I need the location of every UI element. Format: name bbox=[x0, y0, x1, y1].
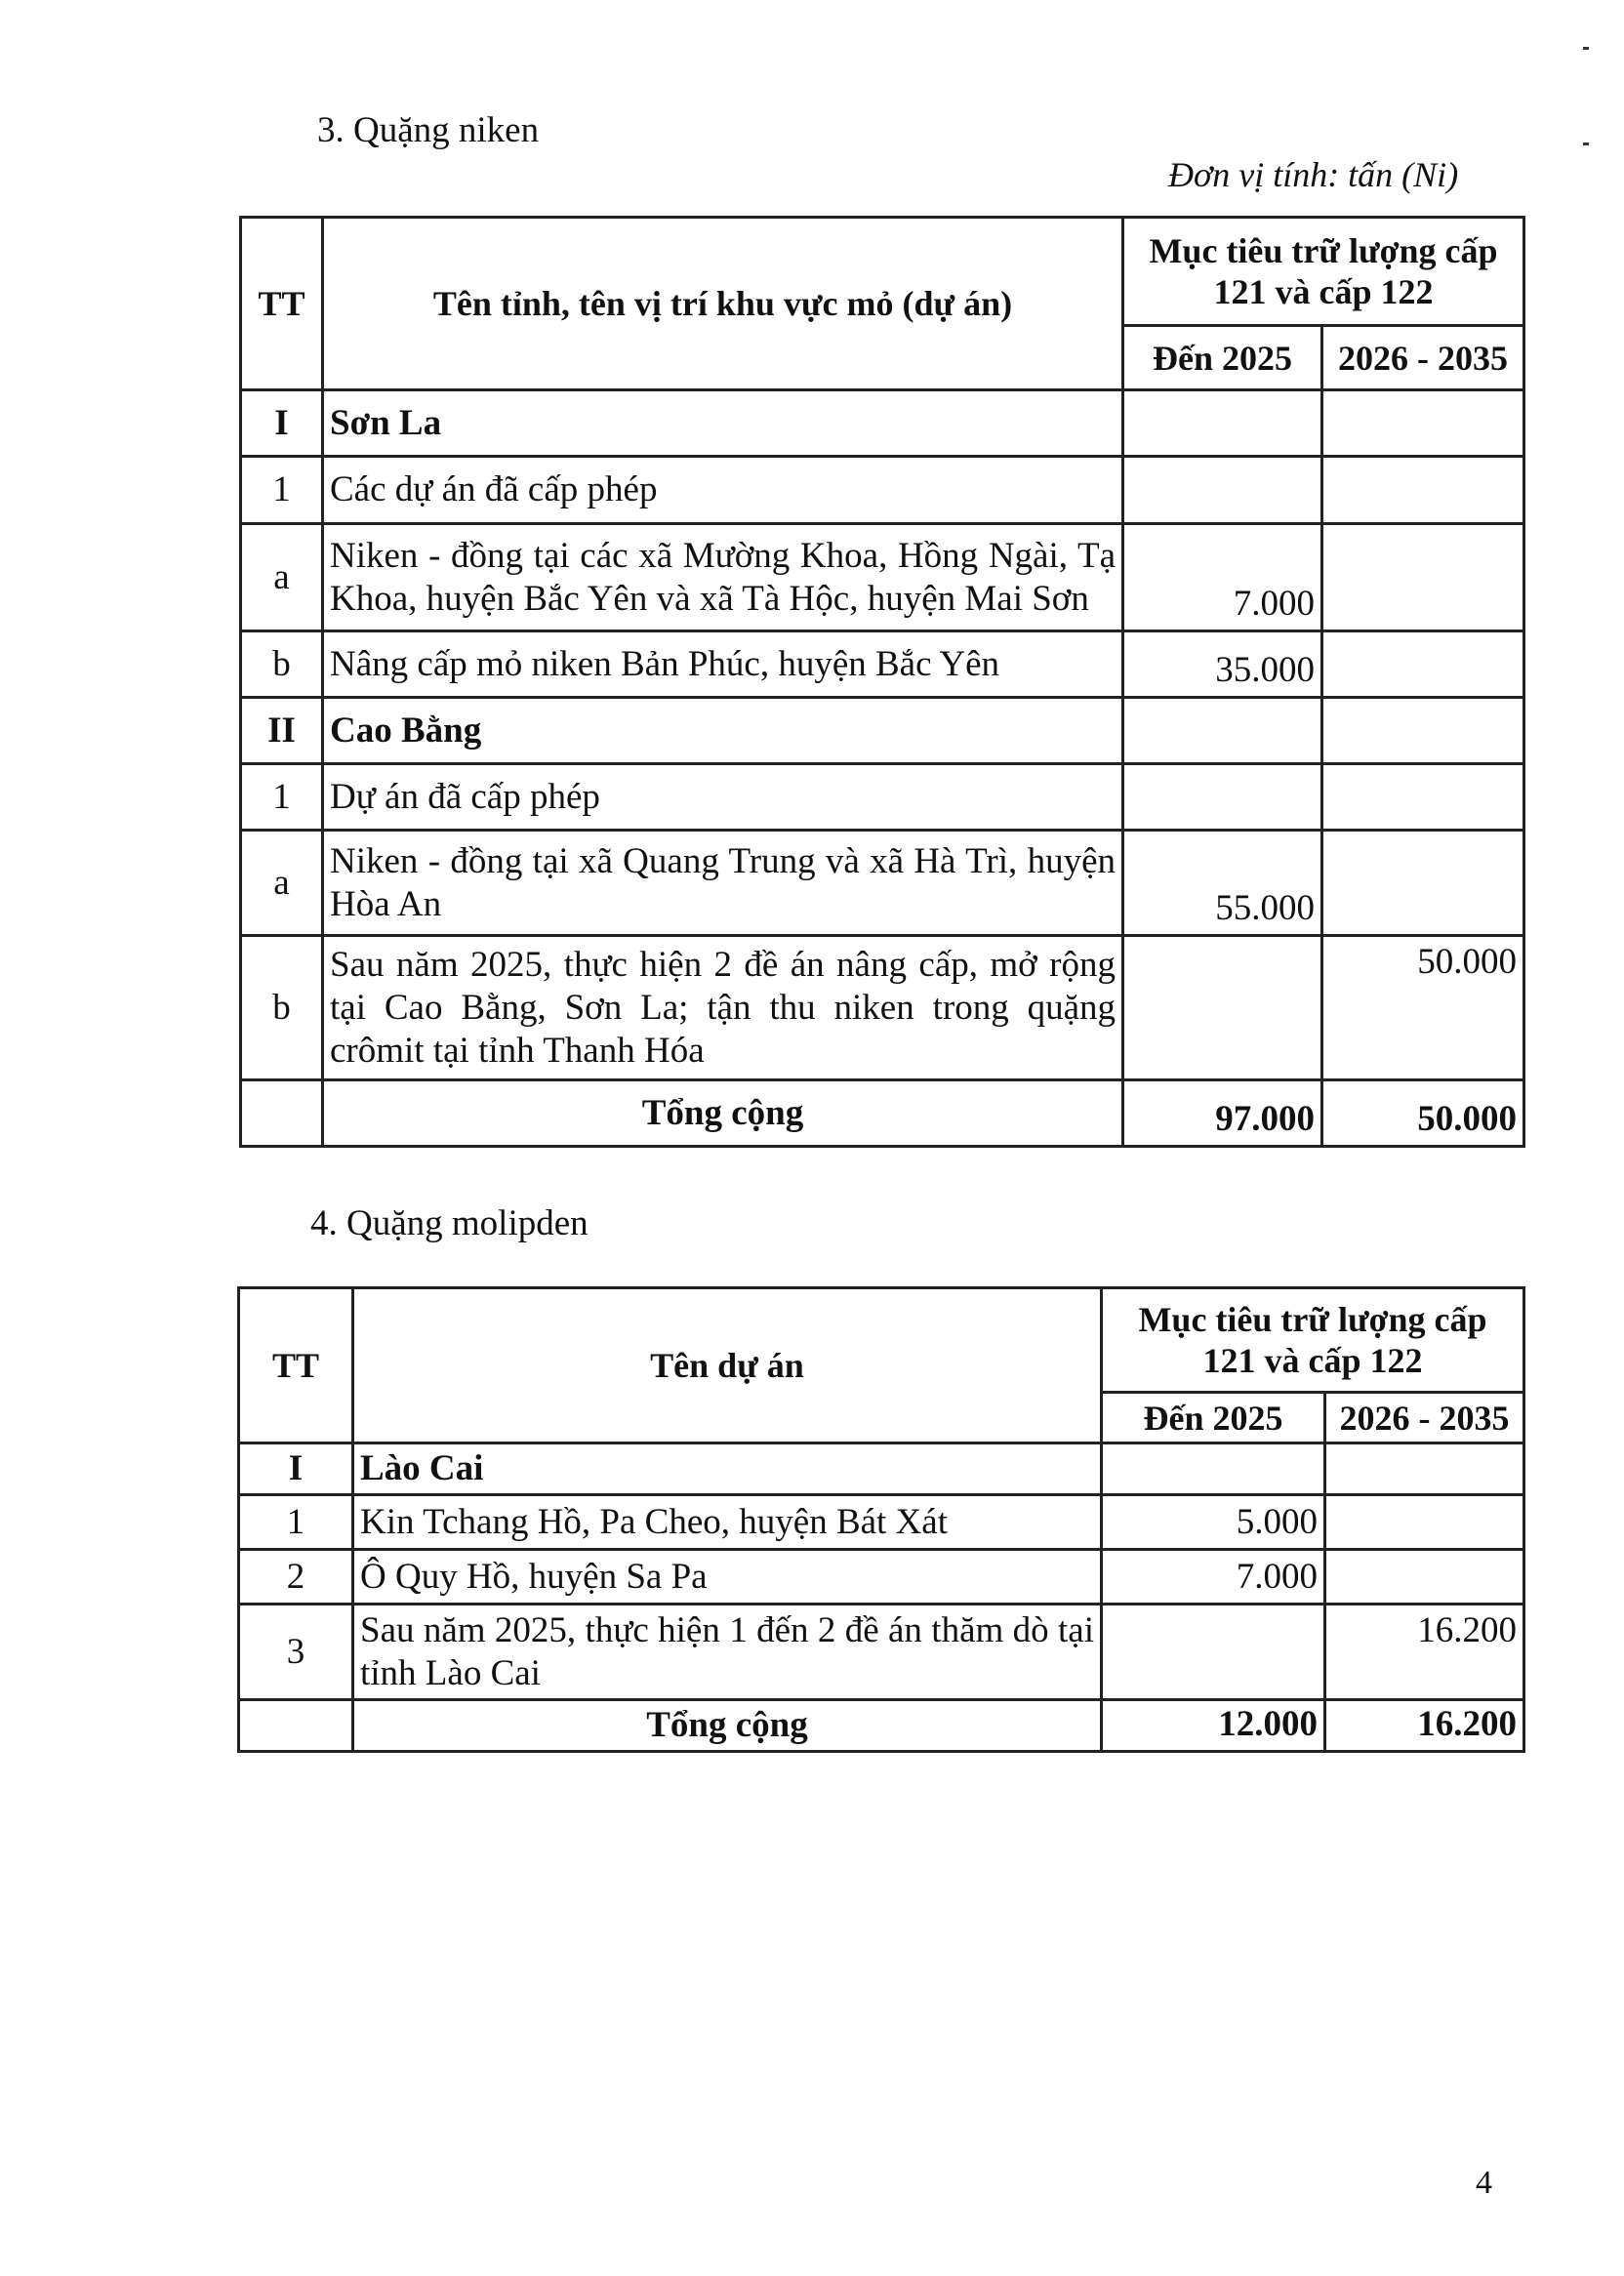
col-header-tt: TT bbox=[241, 218, 323, 390]
col-header-2025: Đến 2025 bbox=[1102, 1393, 1325, 1443]
row-value-2035 bbox=[1322, 390, 1524, 457]
row-value-2035 bbox=[1325, 1550, 1524, 1605]
row-value-2025: 35.000 bbox=[1123, 631, 1322, 698]
col-header-2025: Đến 2025 bbox=[1123, 326, 1322, 390]
row-value-2025: 55.000 bbox=[1123, 831, 1322, 936]
row-name: Sơn La bbox=[323, 390, 1123, 457]
section-3-title: 3. Quặng niken bbox=[317, 110, 540, 150]
table-row bbox=[241, 831, 1524, 936]
row-name: Niken - đồng tại các xã Mường Khoa, Hồng Ngài, Tạ Khoa, huyện Bắc Yên và xã Tà Hộc, huyện Mai Sơn bbox=[323, 524, 1123, 631]
total-row bbox=[241, 1080, 1524, 1147]
row-name: Kin Tchang Hồ, Pa Cheo, huyện Bát Xát bbox=[353, 1495, 1102, 1550]
total-tt bbox=[239, 1700, 353, 1752]
total-tt bbox=[241, 1080, 323, 1147]
row-name: Sau năm 2025, thực hiện 2 đề án nâng cấp, mở rộng tại Cao Bằng, Sơn La; tận thu niken trong quặng crômit tại tỉnh Thanh Hóa bbox=[323, 936, 1123, 1080]
row-tt: 1 bbox=[241, 457, 323, 524]
table-row bbox=[239, 1550, 1524, 1605]
row-value-2025 bbox=[1102, 1605, 1325, 1700]
row-value-2035 bbox=[1325, 1443, 1524, 1495]
row-value-2025 bbox=[1123, 764, 1322, 831]
total-label: Tổng cộng bbox=[323, 1080, 1123, 1147]
row-tt: 1 bbox=[239, 1495, 353, 1550]
total-value-2035: 16.200 bbox=[1325, 1700, 1524, 1752]
table-row bbox=[241, 936, 1524, 1080]
total-row bbox=[239, 1700, 1524, 1752]
table-row bbox=[239, 1495, 1524, 1550]
row-name: Dự án đã cấp phép bbox=[323, 764, 1123, 831]
row-tt: I bbox=[241, 390, 323, 457]
table-row bbox=[241, 390, 1524, 457]
col-header-name: Tên tỉnh, tên vị trí khu vực mỏ (dự án) bbox=[323, 218, 1123, 390]
molybdenum-table bbox=[237, 1286, 1525, 1753]
row-value-2035 bbox=[1322, 698, 1524, 764]
row-value-2025: 7.000 bbox=[1102, 1550, 1325, 1605]
unit-label: Đơn vị tính: tấn (Ni) bbox=[1168, 155, 1459, 194]
table-row bbox=[239, 1605, 1524, 1700]
row-value-2035 bbox=[1322, 831, 1524, 936]
row-name: Niken - đồng tại xã Quang Trung và xã Hà Trì, huyện Hòa An bbox=[323, 831, 1123, 936]
total-value-2035: 50.000 bbox=[1322, 1080, 1524, 1147]
col-header-2035: 2026 - 2035 bbox=[1325, 1393, 1524, 1443]
row-name: Các dự án đã cấp phép bbox=[323, 457, 1123, 524]
row-tt: a bbox=[241, 524, 323, 631]
row-name: Ô Quy Hồ, huyện Sa Pa bbox=[353, 1550, 1102, 1605]
row-tt: a bbox=[241, 831, 323, 936]
col-header-target bbox=[1123, 218, 1524, 326]
target-line-1: Mục tiêu trữ lượng cấp bbox=[1138, 1300, 1487, 1339]
row-value-2025 bbox=[1123, 936, 1322, 1080]
row-name: Cao Bằng bbox=[323, 698, 1123, 764]
row-value-2035 bbox=[1325, 1495, 1524, 1550]
target-line-2: 121 và cấp 122 bbox=[1202, 1341, 1423, 1380]
table-row bbox=[241, 698, 1524, 764]
row-value-2035: 50.000 bbox=[1322, 936, 1524, 1080]
total-value-2025: 97.000 bbox=[1123, 1080, 1322, 1147]
table-header-row bbox=[239, 1288, 1524, 1393]
row-name: Sau năm 2025, thực hiện 1 đến 2 đề án thăm dò tại tỉnh Lào Cai bbox=[353, 1605, 1102, 1700]
col-header-2035: 2026 - 2035 bbox=[1322, 326, 1524, 390]
row-tt: b bbox=[241, 936, 323, 1080]
row-value-2025 bbox=[1123, 390, 1322, 457]
row-tt: b bbox=[241, 631, 323, 698]
row-value-2025: 5.000 bbox=[1102, 1495, 1325, 1550]
table-row bbox=[241, 631, 1524, 698]
row-value-2025 bbox=[1123, 457, 1322, 524]
row-tt: I bbox=[239, 1443, 353, 1495]
scan-mark bbox=[1583, 142, 1589, 145]
row-value-2035 bbox=[1322, 524, 1524, 631]
table-row bbox=[239, 1443, 1524, 1495]
col-header-tt: TT bbox=[239, 1288, 353, 1443]
row-tt: 1 bbox=[241, 764, 323, 831]
col-header-target bbox=[1102, 1288, 1524, 1393]
table-row bbox=[241, 457, 1524, 524]
row-tt: II bbox=[241, 698, 323, 764]
row-value-2035 bbox=[1322, 457, 1524, 524]
row-value-2025: 7.000 bbox=[1123, 524, 1322, 631]
target-line-2: 121 và cấp 122 bbox=[1213, 272, 1434, 311]
row-tt: 2 bbox=[239, 1550, 353, 1605]
row-value-2035 bbox=[1322, 764, 1524, 831]
nickel-table bbox=[239, 216, 1525, 1148]
row-name: Nâng cấp mỏ niken Bản Phúc, huyện Bắc Yên bbox=[323, 631, 1123, 698]
table-header-row bbox=[241, 218, 1524, 326]
row-value-2035: 16.200 bbox=[1325, 1605, 1524, 1700]
scan-mark bbox=[1583, 47, 1589, 50]
total-value-2025: 12.000 bbox=[1102, 1700, 1325, 1752]
total-label: Tổng cộng bbox=[353, 1700, 1102, 1752]
row-tt: 3 bbox=[239, 1605, 353, 1700]
row-value-2025 bbox=[1102, 1443, 1325, 1495]
table-row bbox=[241, 764, 1524, 831]
row-value-2025 bbox=[1123, 698, 1322, 764]
section-4-title: 4. Quặng molipden bbox=[310, 1203, 589, 1243]
target-line-1: Mục tiêu trữ lượng cấp bbox=[1149, 231, 1498, 270]
row-name: Lào Cai bbox=[353, 1443, 1102, 1495]
page-number: 4 bbox=[1476, 2165, 1492, 2201]
row-value-2035 bbox=[1322, 631, 1524, 698]
table-row bbox=[241, 524, 1524, 631]
col-header-name: Tên dự án bbox=[353, 1288, 1102, 1443]
